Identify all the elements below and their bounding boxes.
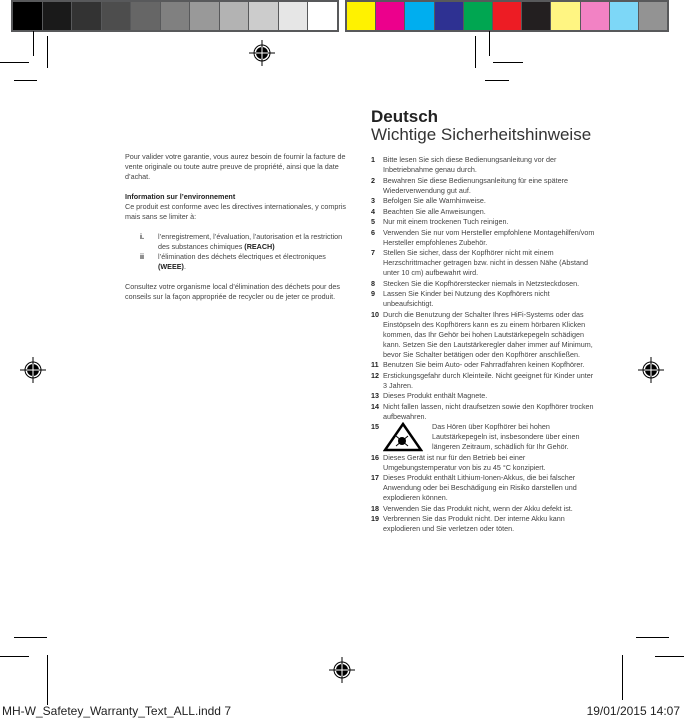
item-text-body: l’enregistrement, l’évaluation, l’autorisation et la restriction des substances chimiques [158,232,343,251]
item-number: i. [140,232,144,241]
color-swatch [43,2,72,30]
item-text: Dieses Gerät ist nur für den Betrieb bei einer Umgebungstemperatur von bis zu 45 °C konzipiert. [383,452,546,472]
item-text [158,232,351,252]
color-swatch [581,2,609,30]
item-number: 17 [371,473,379,482]
crop-mark [622,655,623,700]
safety-item [371,391,597,401]
item-text: Bewahren Sie diese Bedienungsanleitung für eine spätere Wiederverwendung gut auf. [383,175,569,195]
item-number: 2 [371,175,375,185]
item-number: 6 [371,227,375,237]
safety-item [371,289,597,309]
safety-instructions-list [371,155,597,534]
safety-item [371,228,597,248]
color-swatch [161,2,190,30]
warranty-paragraph: Pour valider votre garantie, vous aurez besoin de fournir la facture de vente originale ou toute autre preuve de propriété, ainsi que la date d’achat. [125,152,346,181]
item-number: 16 [371,452,379,462]
item-text-body: l’élimination des déchets électriques et électroniques [158,252,326,261]
crop-mark [14,637,47,638]
warning-block [383,422,597,452]
crop-mark [493,62,523,63]
item-number: 12 [371,370,379,380]
french-warranty-section [125,152,351,312]
german-safety-section [371,108,597,535]
item-text: Verwenden Sie nur vom Hersteller empfohlene Montagehilfen/vom Hersteller empfohlenes Zubehör. [383,227,595,247]
environment-text: Ce produit est conforme avec les directives internationales, y compris mais sans se limiter à: [125,202,346,221]
crop-mark [485,80,509,81]
item-number: 1 [371,155,375,164]
section-title: Wichtige Sicherheitshinweise [371,125,592,144]
item-text: Verwenden Sie das Produkt nicht, wenn der Akku defekt ist. [383,503,573,513]
safety-item [371,248,597,278]
item-number: 19 [371,514,379,523]
color-swatch [249,2,278,30]
item-acronym: (WEEE) [158,262,184,271]
crop-mark [636,637,669,638]
item-punct: . [183,262,186,271]
item-text: Lassen Sie Kinder bei Nutzung des Kopfhörers nicht unbeaufsichtigt. [383,289,550,308]
color-swatch [308,2,337,30]
color-swatch [220,2,249,30]
color-swatch [639,2,667,30]
item-number: 15 [371,422,379,431]
crop-mark [655,656,684,657]
item-number: 13 [371,391,379,400]
item-number: 7 [371,248,375,257]
item-text: Nur mit einem trockenen Tuch reinigen. [383,217,509,226]
safety-item [371,279,597,289]
item-number: 4 [371,206,375,216]
registration-mark-icon [329,657,355,683]
color-swatch [435,2,463,30]
item-number: ii [140,252,144,261]
safety-item [371,217,597,227]
process-color-bar [345,0,669,32]
safety-item [371,504,597,514]
item-text: Erstickungsgefahr durch Kleinteile. Nicht geeignet für Kinder unter 3 Jahren. [383,370,594,390]
directive-list [125,232,351,272]
safety-item [371,402,597,422]
disposal-paragraph: Consultez votre organisme local d’élimination des déchets pour des conseils sur la façon appropriée de recycler ou de jeter ce produit. [125,282,340,301]
color-swatch [279,2,308,30]
item-number: 3 [371,196,375,205]
color-swatch [72,2,101,30]
language-heading: Deutsch [371,107,439,126]
list-item [140,252,351,272]
item-text: Verbrennen Sie das Produkt nicht. Der interne Akku kann explodieren und Sie verletzen oder töten. [383,514,565,533]
color-swatch [551,2,579,30]
item-number: 5 [371,217,375,226]
safety-item [371,155,597,175]
grayscale-color-bar [11,0,339,32]
date-slug: 19/01/2015 14:07 [586,704,680,718]
safety-item [371,196,597,206]
item-number: 14 [371,401,379,411]
item-number: 10 [371,309,379,319]
color-swatch [610,2,638,30]
crop-mark [14,80,37,81]
safety-item [371,207,597,217]
safety-item [371,310,597,360]
crop-mark [475,36,476,68]
crop-mark [489,31,490,56]
item-text: Nicht fallen lassen, nicht draufsetzen sowie den Kopfhörer trocken aufbewahren. [383,401,594,421]
safety-item [371,371,597,391]
color-swatch [493,2,521,30]
item-number: 11 [371,360,379,369]
item-text: Befolgen Sie alle Warnhinweise. [383,196,486,205]
item-acronym: (REACH) [244,242,275,251]
color-swatch [13,2,42,30]
item-text: Dieses Produkt enthält Lithium-Ionen-Akkus, die bei falscher Anwendung oder bei Beschädigung ein Risiko darstellen und explodieren können. [383,473,577,502]
color-swatch [405,2,433,30]
safety-item [371,176,597,196]
color-swatch [464,2,492,30]
item-text: Das Hören über Kopfhörer bei hohen Lautstärkepegeln ist, insbesondere über einen längeren Zeitraum, schädlich für Ihr Gehör. [432,422,580,451]
item-text: Benutzen Sie beim Auto- oder Fahrradfahren keinen Kopfhörer. [383,360,585,369]
item-text: Stellen Sie sicher, dass der Kopfhörer nicht mit einem Herzschrittmacher getragen bzw. nicht in dessen Nähe (Abstand unter 10 cm) aufbewahrt wird. [383,248,588,277]
crop-mark [0,656,29,657]
safety-item [371,473,597,503]
color-swatch [131,2,160,30]
item-text: Stecken Sie die Kopfhörerstecker niemals in Netzsteckdosen. [383,278,580,288]
registration-mark-icon [638,357,664,383]
crop-mark [47,36,48,68]
crop-mark [0,62,29,63]
item-number: 18 [371,503,379,513]
environment-heading: Information sur l’environnement [125,192,236,201]
crop-mark [47,655,48,705]
item-text: Durch die Benutzung der Schalter Ihres HiFi-Systems oder das Einstöpseln des Kopfhörers kann es zu einem hörbaren Klicken kommen, das Ihr Gehör bei hohen Lautstärkepegeln schädigen kann. Setzen Sie den Lautstärkeregler daher immer auf Minimum, bevor Sie Schalter betätigen oder den Kopfhörer anschließen. [383,309,593,359]
crop-mark [33,31,34,56]
registration-mark-icon [20,357,46,383]
list-item [140,232,351,252]
safety-item [371,514,597,534]
color-swatch [102,2,131,30]
item-number: 8 [371,278,375,288]
color-swatch [347,2,375,30]
safety-item [371,422,597,452]
item-text [158,252,351,272]
hearing-warning-icon [383,422,423,452]
safety-item [371,453,597,473]
color-swatch [376,2,404,30]
item-text: Dieses Produkt enthält Magnete. [383,391,488,400]
safety-item [371,360,597,370]
item-text: Beachten Sie alle Anweisungen. [383,206,486,216]
file-slug: MH-W_Safetey_Warranty_Text_ALL.indd 7 [2,704,231,718]
item-number: 9 [371,289,375,298]
registration-mark-icon [249,40,275,66]
color-swatch [522,2,550,30]
item-text: Bitte lesen Sie sich diese Bedienungsanleitung vor der Inbetriebnahme genau durch. [383,155,557,174]
color-swatch [190,2,219,30]
